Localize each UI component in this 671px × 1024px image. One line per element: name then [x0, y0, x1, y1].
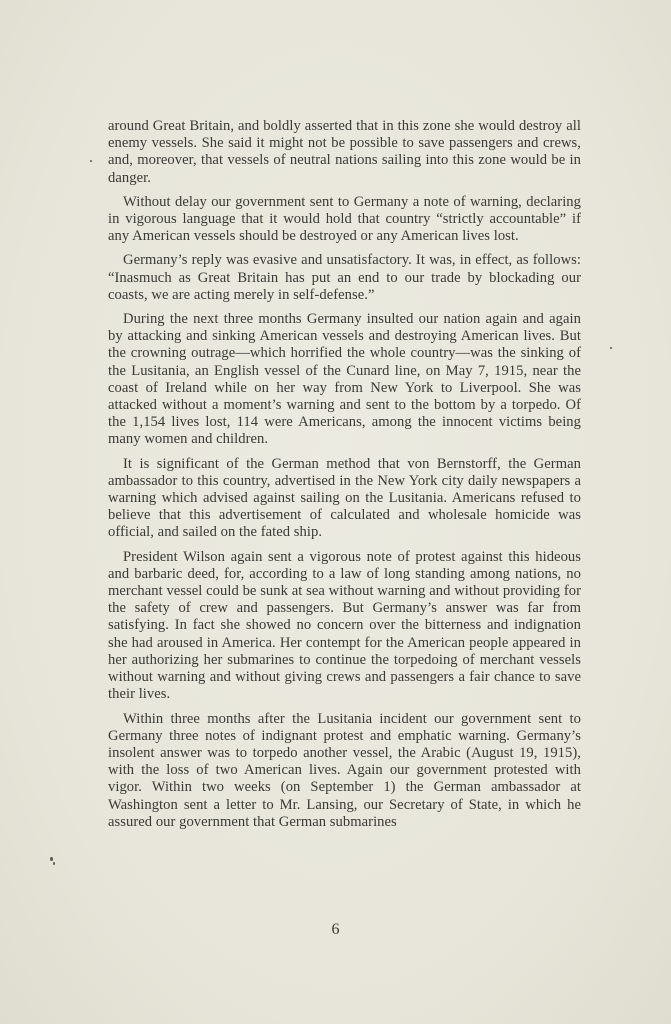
paper-speck	[50, 857, 53, 861]
page-number: 6	[331, 921, 340, 938]
paper-speck	[90, 160, 92, 162]
paper-speck	[610, 347, 612, 349]
paragraph-3: Germany’s reply was evasive and unsatisfactory. It was, in effect, as follows: “Inasmuch as Great Britain has put an end to our trade by blockading our coasts, we are acting merely in self-defense.”	[108, 252, 581, 303]
paragraph-5: It is significant of the German method that von Bernstorff, the German ambassador to this country, advertised in the New York city daily newspapers a warning which advised against sailing on the Lusitania. Americans refused to believe that this advertisement of calculated and wholesale homicide was official, and sailed on the fated ship.	[108, 455, 581, 541]
paragraph-4: During the next three months Germany insulted our nation again and again by attacking and sinking American vessels and destroying American lives. But the crowning outrage—which horrified the whole country—was the sinking of the Lusitania, an English vessel of the Cunard line, on May 7, 1915, near the coast of Ireland while on her way from New York to Liverpool. She was attacked without a moment’s warning and sent to the bottom by a torpedo. Of the 1,154 lives lost, 114 were Americans, among the innocent victims being many women and children.	[108, 311, 581, 448]
paragraph-2: Without delay our government sent to Germany a note of warning, declaring in vigorous language that it would hold that country “strictly accountable” if any American vessels should be destroyed or any American lives lost.	[108, 193, 581, 245]
paragraph-6: President Wilson again sent a vigorous note of protest against this hideous and barbaric deed, for, according to a law of long standing among nations, no merchant vessel could be sunk at sea without warning and without providing for the safety of crew and passengers. But Germany’s answer was far from satisfying. In fact she showed no concern over the bitterness and indignation she had aroused in America. Her contempt for the American people appeared in her authorizing her submarines to continue the torpedoing of merchant vessels without warning and without giving crews and passengers a fair chance to save their lives.	[108, 548, 581, 703]
body-text	[108, 118, 581, 838]
paper-speck	[53, 862, 55, 865]
paragraph-1: around Great Britain, and boldly asserted that in this zone she would destroy all enemy vessels. She said it might not be possible to save passengers and crews, and, moreover, that vessels of neutral nations sailing into this zone would be in danger.	[108, 118, 581, 186]
paragraph-7: Within three months after the Lusitania incident our government sent to Germany three notes of indignant protest and emphatic warning. Germany’s insolent answer was to torpedo another vessel, the Arabic (August 19, 1915), with the loss of two American lives. Again our government protested with vigor. Within two weeks (on September 1) the German ambassador at Washington sent a letter to Mr. Lansing, our Secretary of State, in which he assured our government that German submarines	[108, 710, 581, 830]
